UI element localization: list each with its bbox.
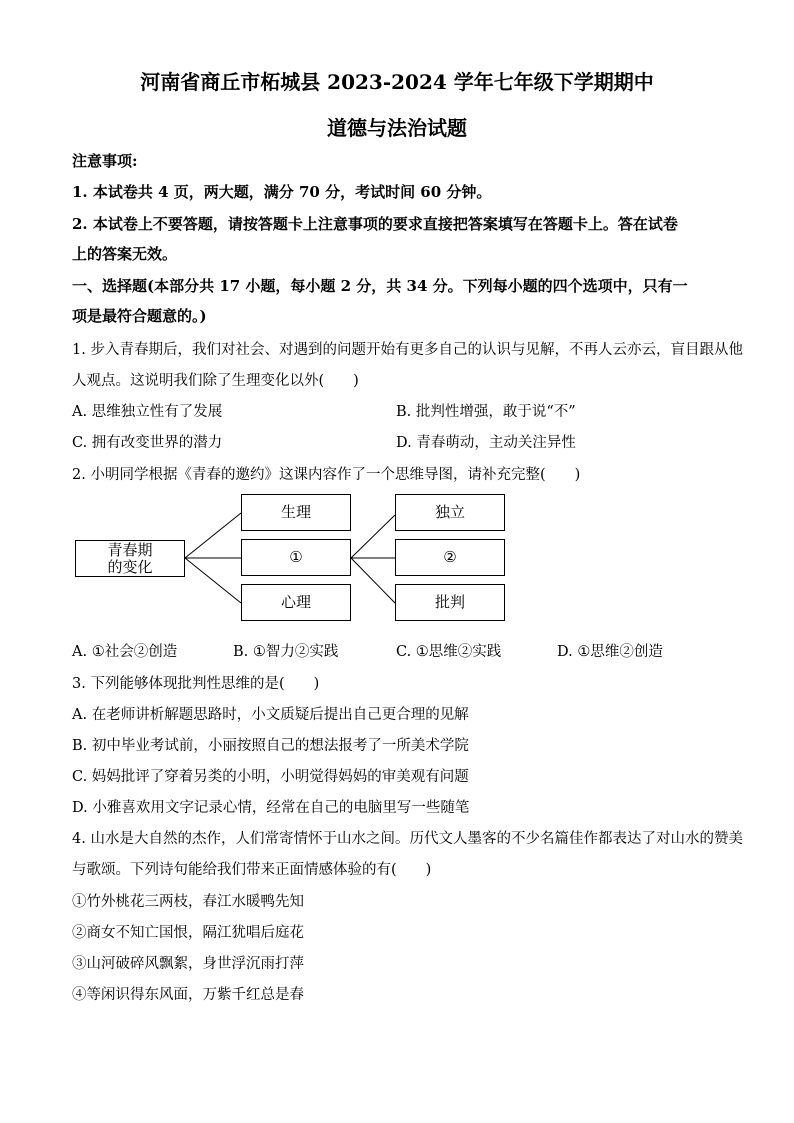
section-heading: 一、选择题(本部分共 17 小题，每小题 2 分，共 34 分。下列每小题的四个选项中，只有一: [72, 277, 688, 295]
q1-option-a: A. 思维独立性有了发展: [72, 404, 223, 420]
q1-option-b: B. 批判性增强，敢于说“不”: [396, 404, 576, 420]
q2-option-d: D. ①思维②创造: [557, 644, 663, 660]
q3-option-a: A. 在老师讲析解题思路时，小文质疑后提出自己更合理的见解: [72, 707, 469, 723]
q1-option-c: C. 拥有改变世界的潜力: [72, 435, 223, 451]
q3-stem: 3. 下列能够体现批判性思维的是( ): [72, 676, 320, 692]
notice-heading: 注意事项:: [72, 152, 138, 170]
exam-title: 河南省商丘市柘城县 2023-2024 学年七年级下学期期中: [140, 70, 654, 94]
mindmap-node-blank-1: ①: [241, 539, 351, 576]
q3-option-c: C. 妈妈批评了穿着另类的小明，小明觉得妈妈的审美观有问题: [72, 769, 469, 785]
q4-item-3: ③山河破碎风飘絮，身世浮沉雨打萍: [72, 956, 304, 972]
q4-stem: 4. 山水是大自然的杰作，人们常寄情怀于山水之间。历代文人墨客的不少名篇佳作都表达了对山水的赞美: [72, 831, 743, 847]
q2-option-c: C. ①思维②实践: [396, 644, 502, 660]
notice-item-2: 2. 本试卷上不要答题，请按答题卡上注意事项的要求直接把答案填写在答题卡上。答在试卷: [72, 215, 678, 233]
connector-line: [185, 558, 241, 603]
mindmap-node-blank-2: ②: [395, 539, 505, 576]
q4-stem-cont: 与歌颂。下列诗句能给我们带来正面情感体验的有( ): [72, 862, 432, 878]
section-heading-cont: 项是最符合题意的。): [72, 307, 207, 325]
mindmap-node-physiology: 生理: [241, 494, 351, 531]
q1-option-d: D. 青春萌动，主动关注异性: [396, 435, 576, 451]
q4-item-4: ④等闲识得东风面，万紫千红总是春: [72, 987, 304, 1003]
q2-option-a: A. ①社会②创造: [72, 644, 178, 660]
mindmap-node-independence: 独立: [395, 494, 505, 531]
notice-item-2-cont: 上的答案无效。: [72, 245, 178, 263]
connector-line: [351, 558, 395, 603]
q4-item-2: ②商女不知亡国恨，隔江犹唱后庭花: [72, 925, 304, 941]
q4-item-1: ①竹外桃花三两枝，春江水暖鸭先知: [72, 894, 304, 910]
mindmap-node-critique: 批判: [395, 584, 505, 621]
connector-line: [351, 515, 395, 558]
mindmap-node-psychology: 心理: [241, 584, 351, 621]
q1-stem: 1. 步入青春期后，我们对社会、对遇到的问题开始有更多自己的认识与见解，不再人云亦云，盲目跟从他: [72, 342, 743, 358]
connector-line: [185, 513, 241, 558]
q2-option-b: B. ①智力②实践: [233, 644, 339, 660]
q3-option-b: B. 初中毕业考试前，小丽按照自己的想法报考了一所美术学院: [72, 738, 469, 754]
q2-stem: 2. 小明同学根据《青春的邀约》这课内容作了一个思维导图，请补充完整( ): [72, 467, 581, 483]
notice-item-1: 1. 本试卷共 4 页，两大题，满分 70 分，考试时间 60 分钟。: [72, 183, 492, 201]
mindmap-root: 青春期 的变化: [75, 540, 185, 577]
exam-subject-title: 道德与法治试题: [327, 116, 467, 140]
q3-option-d: D. 小雅喜欢用文字记录心情，经常在自己的电脑里写一些随笔: [72, 800, 470, 816]
q1-stem-cont: 人观点。这说明我们除了生理变化以外( ): [72, 373, 359, 389]
